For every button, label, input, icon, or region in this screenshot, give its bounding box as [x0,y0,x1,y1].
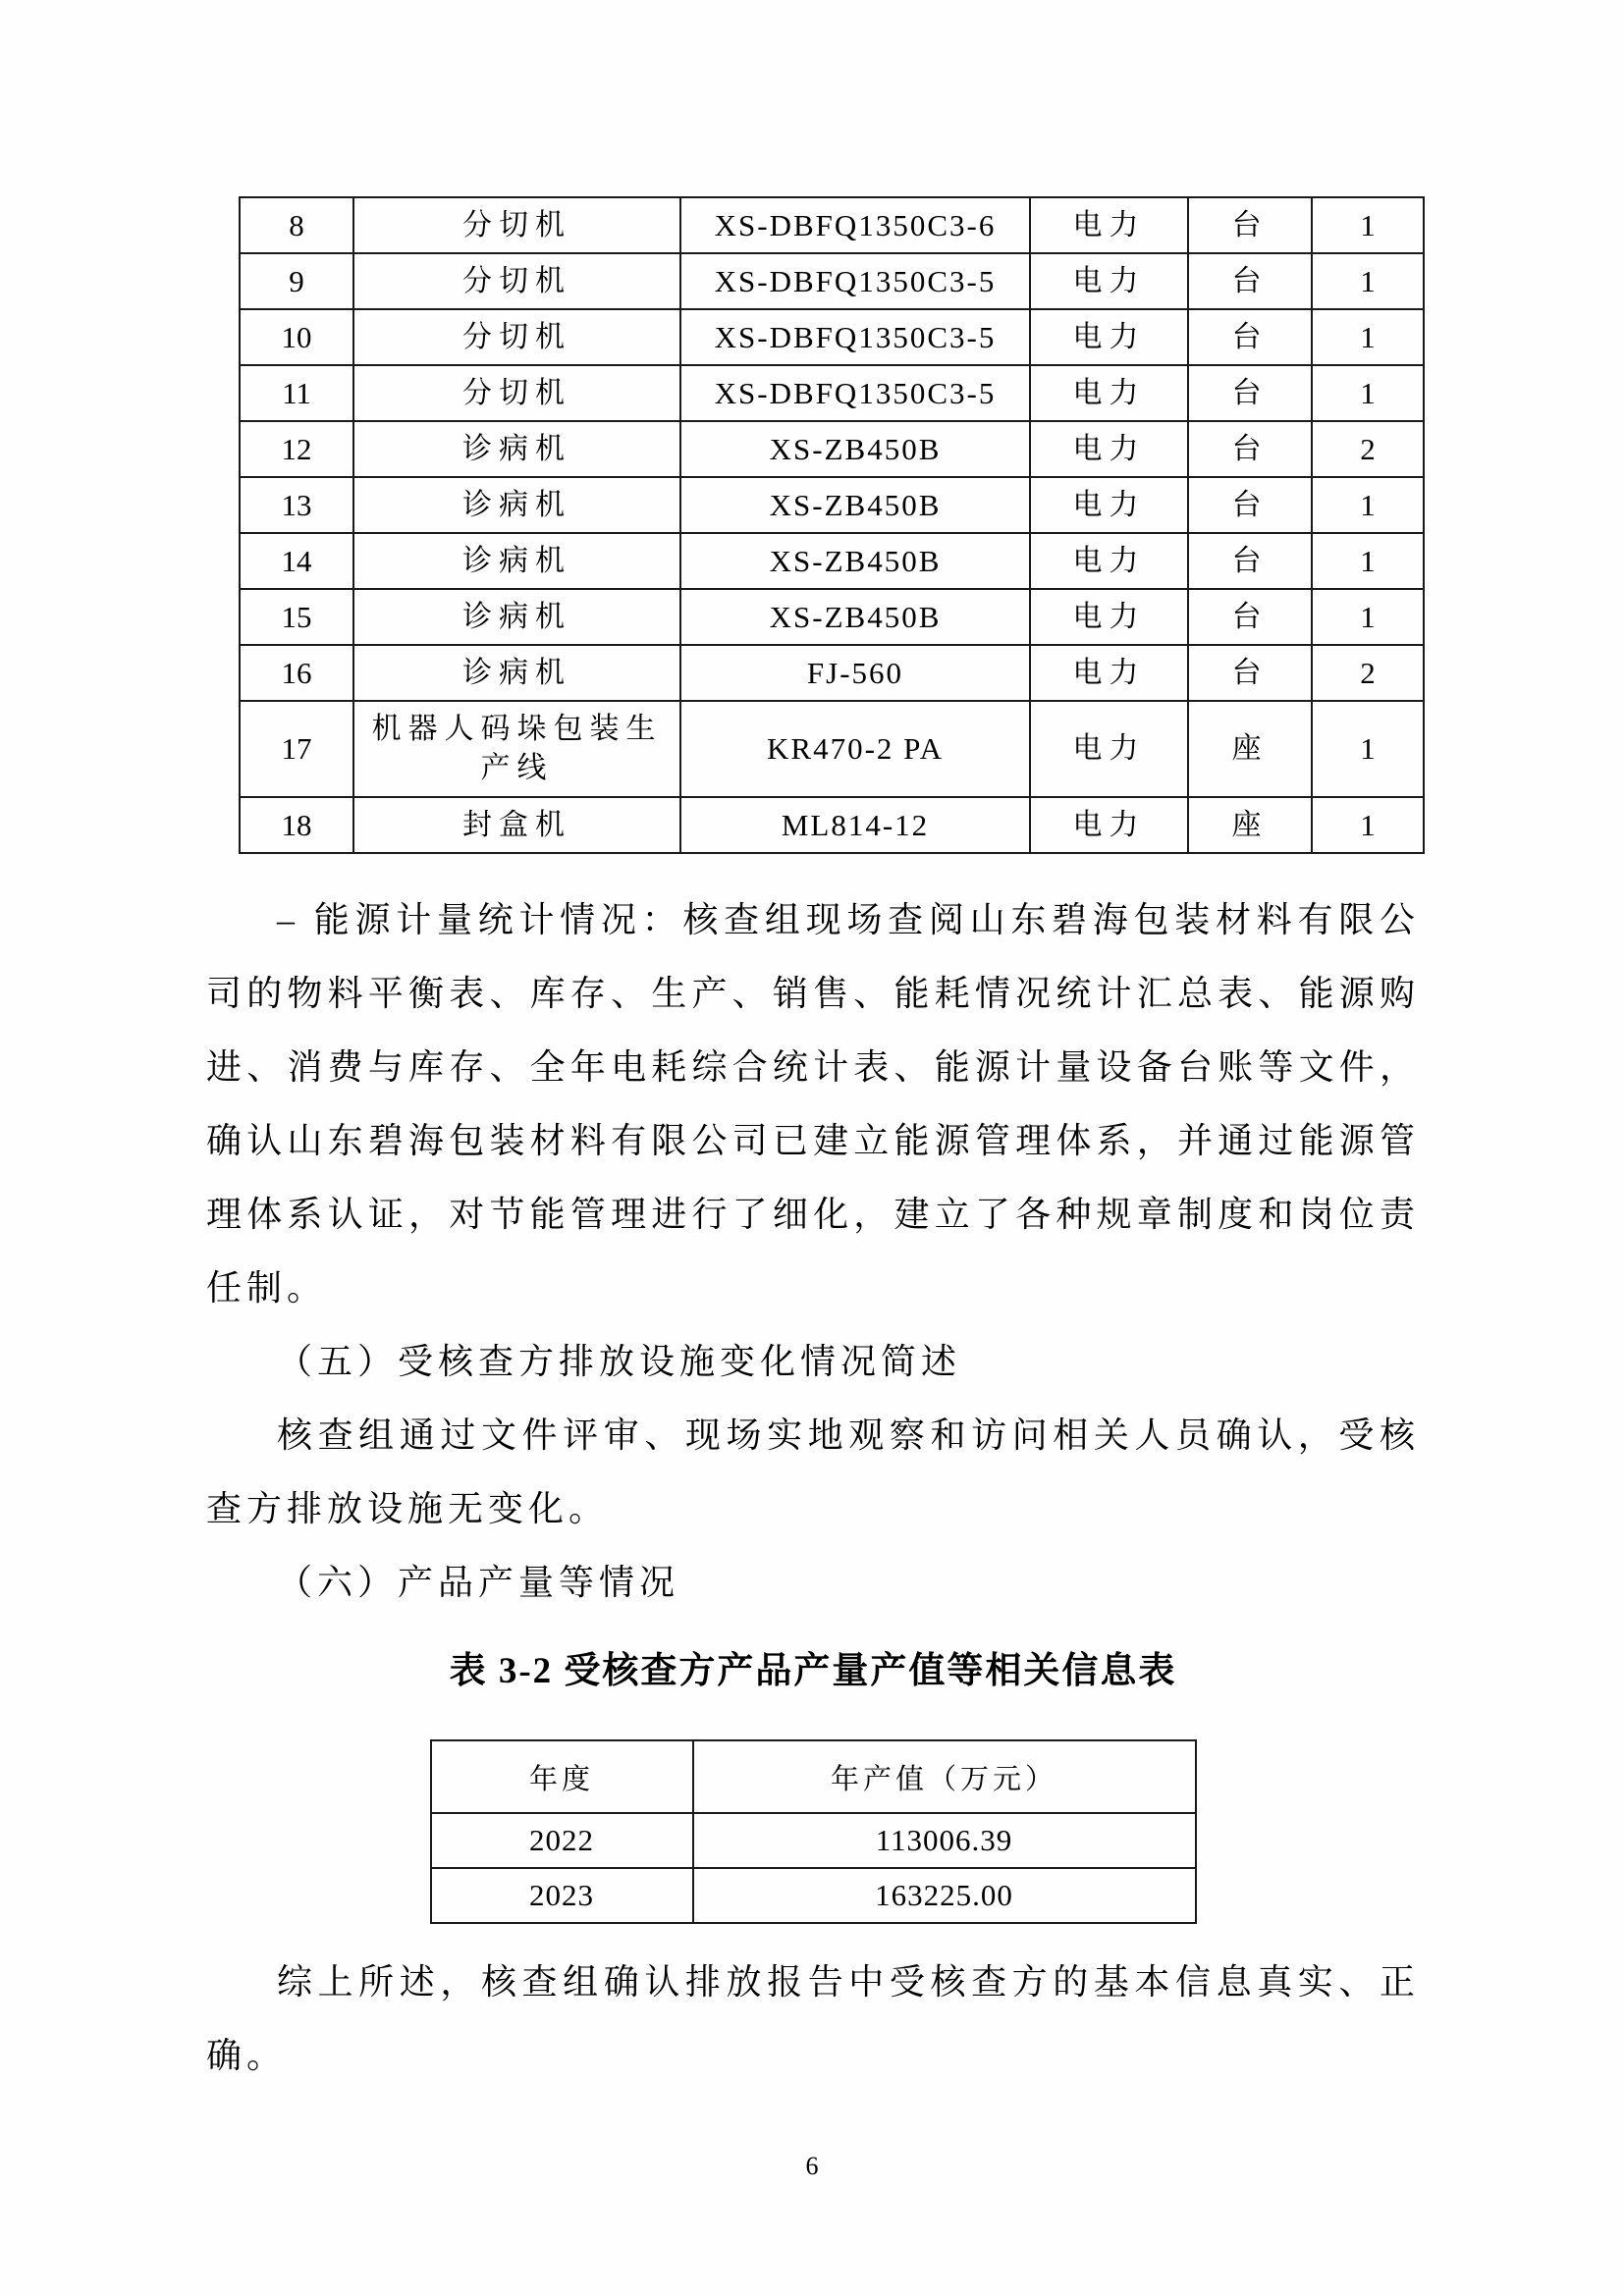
cell-energy-type: 电力 [1030,477,1188,533]
cell-model: XS-DBFQ1350C3-6 [680,197,1030,253]
table-row [240,477,1424,533]
table-row [240,645,1424,701]
cell-model: XS-ZB450B [680,533,1030,589]
table-row [240,309,1424,365]
equipment-table [239,196,1425,854]
table-header-row [431,1740,1196,1813]
cell-energy-type: 电力 [1030,701,1188,797]
cell-quantity: 1 [1312,797,1424,853]
cell-unit: 座 [1188,701,1312,797]
cell-row-number: 15 [240,589,353,645]
table-3-2-title: 表 3-2 受核查方产品产量产值等相关信息表 [449,1651,1177,1691]
cell-quantity: 1 [1312,253,1424,309]
table-row [431,1813,1196,1868]
table-row [240,365,1424,421]
cell-model: FJ-560 [680,645,1030,701]
cell-model: XS-DBFQ1350C3-5 [680,365,1030,421]
cell-quantity: 1 [1312,309,1424,365]
header-annual-value: 年产值（万元） [693,1740,1196,1813]
cell-row-number: 18 [240,797,353,853]
table-row [240,421,1424,477]
cell-row-number: 11 [240,365,353,421]
cell-annual-value: 163225.00 [693,1868,1196,1923]
cell-equipment-name: 诊病机 [353,421,680,477]
paragraph-energy-measurement: – 能源计量统计情况：核查组现场查阅山东碧海包装材料有限公司的物料平衡表、库存、生产、销售、能耗情况统计汇总表、能源购进、消费与库存、全年电耗综合统计表、能源计量设备台账等文件，确认山东碧海包装材料有限公司已建立能源管理体系，并通过能源管理体系认证，对节能管理进行了细化，建立了各种规章制度和岗位责任制。 [206,900,1420,1308]
table-row [240,197,1424,253]
cell-row-number: 17 [240,701,353,797]
cell-row-number: 14 [240,533,353,589]
cell-annual-value: 113006.39 [693,1813,1196,1868]
cell-year: 2023 [431,1868,693,1923]
cell-energy-type: 电力 [1030,197,1188,253]
cell-unit: 台 [1188,253,1312,309]
cell-equipment-name: 诊病机 [353,589,680,645]
cell-equipment-name: 诊病机 [353,645,680,701]
cell-year: 2022 [431,1813,693,1868]
table-row [240,797,1424,853]
cell-model: XS-ZB450B [680,421,1030,477]
cell-unit: 台 [1188,421,1312,477]
cell-quantity: 1 [1312,589,1424,645]
cell-unit: 台 [1188,309,1312,365]
table-row [240,533,1424,589]
cell-quantity: 2 [1312,645,1424,701]
cell-energy-type: 电力 [1030,421,1188,477]
cell-equipment-name: 诊病机 [353,477,680,533]
cell-model: XS-ZB450B [680,589,1030,645]
cell-unit: 台 [1188,589,1312,645]
cell-quantity: 1 [1312,477,1424,533]
table-row [240,253,1424,309]
table-row [240,701,1424,797]
cell-model: XS-DBFQ1350C3-5 [680,253,1030,309]
cell-quantity: 2 [1312,421,1424,477]
cell-row-number: 13 [240,477,353,533]
cell-unit: 台 [1188,197,1312,253]
cell-row-number: 8 [240,197,353,253]
cell-energy-type: 电力 [1030,797,1188,853]
paragraph-conclusion: 综上所述，核查组确认排放报告中受核查方的基本信息真实、正确。 [206,1962,1420,2075]
cell-unit: 台 [1188,645,1312,701]
page-content [206,196,1420,2093]
cell-row-number: 9 [240,253,353,309]
cell-equipment-name: 分切机 [353,197,680,253]
cell-energy-type: 电力 [1030,365,1188,421]
table-row [240,589,1424,645]
cell-quantity: 1 [1312,365,1424,421]
cell-equipment-name: 分切机 [353,253,680,309]
cell-model: KR470-2 PA [680,701,1030,797]
cell-energy-type: 电力 [1030,645,1188,701]
cell-unit: 台 [1188,477,1312,533]
page-number: 6 [805,2152,819,2180]
header-year: 年度 [431,1740,693,1813]
cell-row-number: 10 [240,309,353,365]
cell-unit: 座 [1188,797,1312,853]
cell-unit: 台 [1188,533,1312,589]
cell-energy-type: 电力 [1030,533,1188,589]
section-5-heading: （五）受核查方排放设施变化情况简述 [277,1342,962,1381]
section-6-heading: （六）产品产量等情况 [277,1563,680,1602]
cell-row-number: 12 [240,421,353,477]
cell-quantity: 1 [1312,197,1424,253]
paragraph-section-5-body: 核查组通过文件评审、现场实地观察和访问相关人员确认，受核查方排放设施无变化。 [206,1415,1420,1528]
cell-model: XS-ZB450B [680,477,1030,533]
cell-energy-type: 电力 [1030,589,1188,645]
cell-row-number: 16 [240,645,353,701]
cell-model: ML814-12 [680,797,1030,853]
cell-model: XS-DBFQ1350C3-5 [680,309,1030,365]
table-row [431,1868,1196,1923]
cell-equipment-name: 诊病机 [353,533,680,589]
cell-equipment-name: 分切机 [353,309,680,365]
cell-equipment-name: 封盒机 [353,797,680,853]
cell-quantity: 1 [1312,533,1424,589]
cell-quantity: 1 [1312,701,1424,797]
cell-energy-type: 电力 [1030,309,1188,365]
cell-energy-type: 电力 [1030,253,1188,309]
cell-equipment-name: 机器人码垛包装生产线 [353,701,680,797]
cell-equipment-name: 分切机 [353,365,680,421]
production-value-table [430,1739,1197,1924]
cell-unit: 台 [1188,365,1312,421]
